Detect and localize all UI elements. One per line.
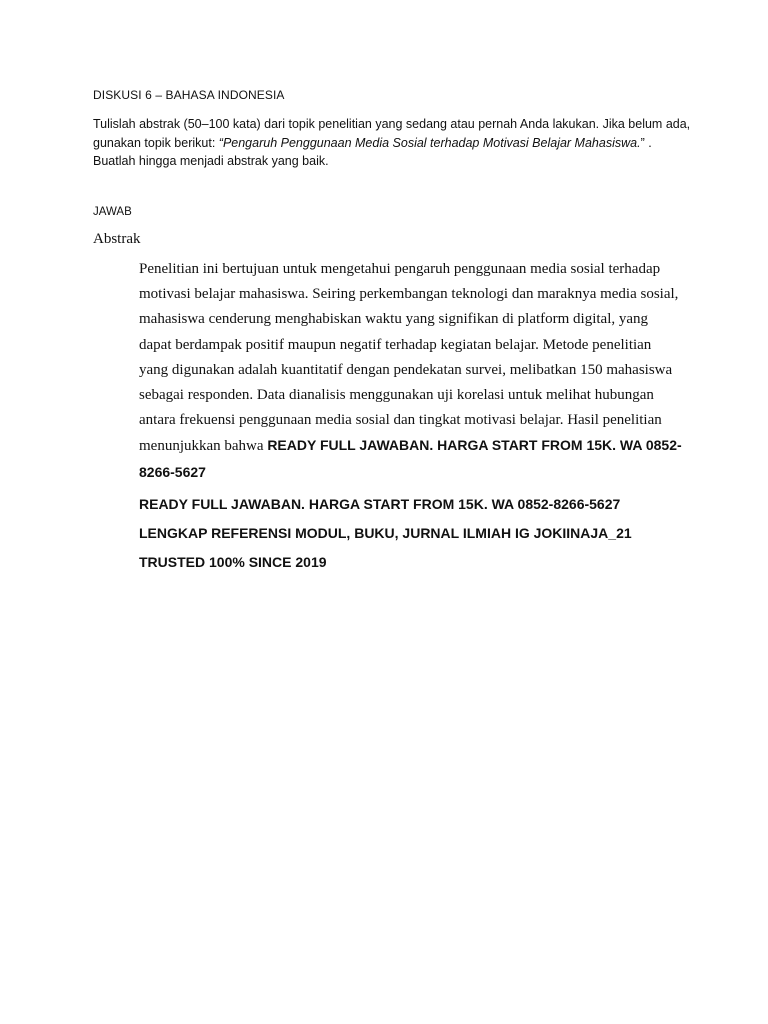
instruction-text-end: ” . Buatlah hingga menjadi abstrak yang baik. bbox=[93, 135, 652, 168]
instruction-topic: “Pengaruh Penggunaan Media Sosial terhadap Motivasi Belajar Mahasiswa. bbox=[218, 135, 641, 150]
abstract-title: Abstrak bbox=[93, 231, 141, 247]
promo-line: READY FULL JAWABAN. HARGA START FROM 15K. WA 0852-8266-5627 bbox=[139, 496, 621, 512]
abstract-text: Penelitian ini bertujuan untuk mengetahui pengaruh penggunaan media sosial terhadap motivasi belajar mahasiswa. Seiring perkembangan teknologi dan maraknya media sosial, mahasiswa cenderung menghabiskan waktu yang signifikan di platform digital, yang dapat berdampak positif maupun negatif terhadap kegiatan belajar. Metode penelitian yang digunakan adalah kuantitatif dengan pendekatan survei, melibatkan 150 mahasiswa sebagai responden. Data dianalisis menggunakan uji korelasi untuk melihat hubungan antara frekuensi penggunaan media sosial dan tingkat motivasi belajar. Hasil penelitian menunjukkan bahwa bbox=[139, 261, 679, 455]
document-heading: DISKUSI 6 – BAHASA INDONESIA bbox=[93, 88, 285, 102]
promo-line: LENGKAP REFERENSI MODUL, BUKU, JURNAL ILMIAH IG JOKIINAJA_21 bbox=[139, 525, 632, 541]
instruction-text: Tulislah abstrak (50–100 kata) dari topik penelitian yang sedang atau pernah Anda lakukan. Jika belum ada, gunakan topik berikut: bbox=[93, 117, 691, 150]
promo-inline-text: READY FULL JAWABAN. HARGA START FROM 15K. WA 0852-8266-5627 bbox=[139, 437, 682, 480]
promo-line: TRUSTED 100% SINCE 2019 bbox=[139, 554, 327, 570]
answer-label: JAWAB bbox=[93, 206, 132, 218]
instruction-paragraph bbox=[93, 115, 693, 171]
abstract-body bbox=[139, 257, 684, 486]
